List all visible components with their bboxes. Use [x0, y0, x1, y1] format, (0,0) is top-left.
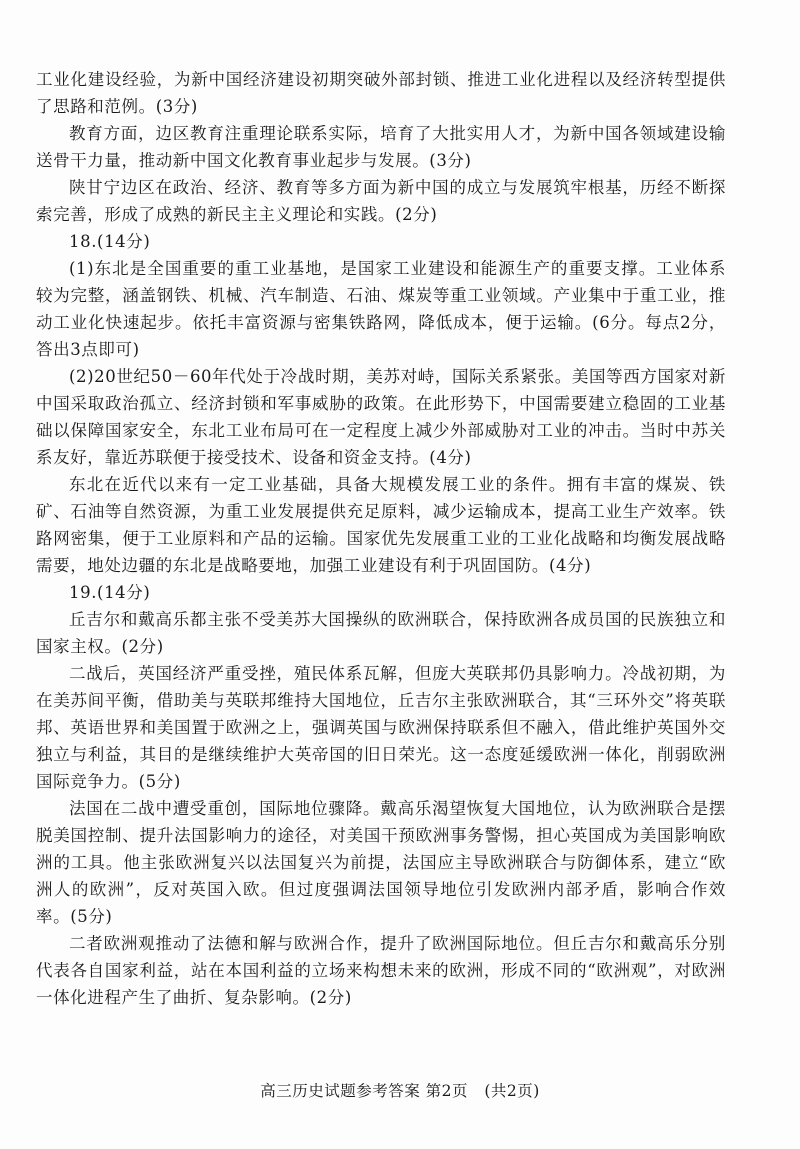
footer-total-pages: (共2页)	[484, 1082, 540, 1100]
question-18-part-1: (1)东北是全国重要的重工业基地，是国家工业建设和能源生产的重要支撑。工业体系较为完整，涵盖钢铁、机械、汽车制造、石油、煤炭等重工业领域。产业集中于重工业，推动工业化快速起步。依托丰富资源与密集铁路网，降低成本，便于运输。(6分。每点2分，答出3点即可)	[36, 259, 726, 359]
question-18-heading: 18.(14分)	[69, 232, 151, 251]
answer-content	[36, 66, 726, 1011]
paragraph-summary-border-region: 陕甘宁边区在政治、经济、教育等多方面为新中国的成立与发展筑牢根基，历经不断探索完善，形成了成熟的新民主主义理论和实践。(2分)	[36, 178, 726, 224]
page-footer	[0, 1079, 800, 1101]
paragraph-continuation: 工业化建设经验，为新中国经济建设初期突破外部封锁、推进工业化进程以及经济转型提供了思路和范例。(3分)	[36, 70, 726, 116]
question-18-part-2: (2)20世纪50－60年代处于冷战时期，美苏对峙，国际关系紧张。美国等西方国家对新中国采取政治孤立、经济封锁和军事威胁的政策。在此形势下，中国需要建立稳固的工业基础以保障国家安全，东北工业布局可在一定程度上减少外部威胁对工业的冲击。当时中苏关系友好，靠近苏联便于接受技术、设备和资金支持。(4分)	[36, 367, 726, 467]
question-19-common-view: 丘吉尔和戴高乐都主张不受美苏大国操纵的欧洲联合，保持欧洲各成员国的民族独立和国家主权。(2分)	[36, 610, 726, 656]
question-19-heading: 19.(14分)	[69, 583, 151, 602]
footer-title: 高三历史试题参考答案	[260, 1082, 421, 1100]
question-19-de-gaulle: 法国在二战中遭受重创，国际地位骤降。戴高乐渴望恢复大国地位，认为欧洲联合是摆脱美国控制、提升法国影响力的途径，对美国干预欧洲事务警惕，担心英国成为美国影响欧洲的工具。他主张欧洲复兴以法国复兴为前提，法国应主导欧洲联合与防御体系，建立“欧洲人的欧洲”，反对英国入欧。但过度强调法国领导地位引发欧洲内部矛盾，影响合作效率。(5分)	[36, 799, 726, 926]
footer-page-number: 第2页	[425, 1082, 469, 1100]
question-18-part-2-domestic: 东北在近代以来有一定工业基础，具备大规模发展工业的条件。拥有丰富的煤炭、铁矿、石油等自然资源，为重工业发展提供充足原料，减少运输成本，提高工业生产效率。铁路网密集，便于工业原料和产品的运输。国家优先发展重工业的工业化战略和均衡发展战略需要，地处边疆的东北是战略要地，加强工业建设有利于巩固国防。(4分)	[36, 475, 726, 575]
paragraph-education: 教育方面，边区教育注重理论联系实际，培育了大批实用人才，为新中国各领域建设输送骨干力量，推动新中国文化教育事业起步与发展。(3分)	[36, 124, 726, 170]
question-19-churchill: 二战后，英国经济严重受挫，殖民体系瓦解，但庞大英联邦仍具影响力。冷战初期，为在美苏间平衡，借助美与英联邦维持大国地位，丘吉尔主张欧洲联合，其“三环外交”将英联邦、英语世界和美国置于欧洲之上，强调英国与欧洲保持联系但不融入，借此维护英国外交独立与利益，其目的是继续维护大英帝国的旧日荣光。这一态度延缓欧洲一体化，削弱欧洲国际竞争力。(5分)	[36, 664, 726, 791]
question-19-conclusion: 二者欧洲观推动了法德和解与欧洲合作，提升了欧洲国际地位。但丘吉尔和戴高乐分别代表各自国家利益，站在本国利益的立场来构想未来的欧洲，形成不同的“欧洲观”，对欧洲一体化进程产生了曲折、复杂影响。(2分)	[36, 934, 726, 1007]
